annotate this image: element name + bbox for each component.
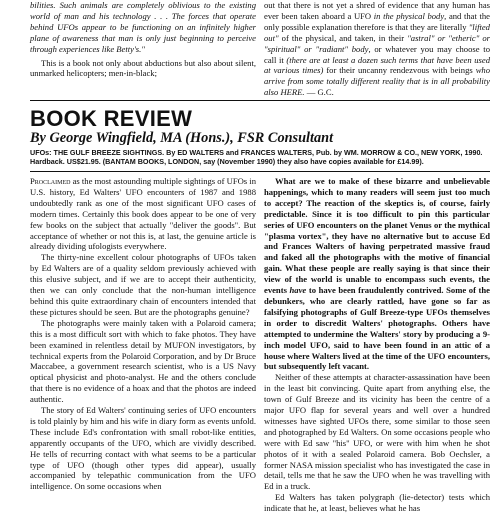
previous-article-quote-ending [30, 0, 256, 55]
review-right-column [264, 176, 490, 514]
signature: — G.C. [306, 87, 334, 98]
previous-article-paragraph: This is a book not only about abductions but also about silent, unmarked helicopters; men-in-black; [30, 57, 256, 79]
review-paragraph-5: What are we to make of these bizarre and unbelievable happenings, which to many readers will seem just too much to accept? The reaction of the skeptics is, of course, fairly predictable. Since it is too difficult to pin this particular series of UFO encounters on the planet Venus or the mythical "plasma vortex", they have no alternative but to accuse Ed and Frances Walters of having perpetrated massive fraud and faked all the photographs with the motive of financial gain. What these people are really saying is that since their view of the world is unable to encompass such events, the events have to have been fraudulently contrived. Some of the debunkers, who are clearly rattled, have gone so far as falsifying photographs of Gulf Breeze-type UFOs themselves in order to discredit Walters' photographs. Others have attempted to undermine the Walters' story by producing a 9-inch model UFO, said to have been found in an attic of a house where Walters lived at the time of the UFO encounters, but subsequently left vacant. [264, 176, 490, 372]
section-divider-bottom [30, 171, 490, 172]
review-paragraph-1: Proclaimed as the most astounding multiple sightings of UFOs in U.S. history, Ed Walters' UFO encounters of 1987 and 1988 undoubtedly rank as one of the most significant UFO cases of modern times. Certainly this book does appear to be one of very few books on the subject that actually "deliver the goods". But acceptance of whether or not this is, at last, the genuine article is already dividing ufologists everywhere. [30, 176, 256, 252]
opening-word: Proclaimed [30, 176, 71, 186]
previous-article-closing-paragraph: out that there is not yet a shred of evidence that any human has ever been taken aboard a UFO in the physical body, and that the only possible explanation therefore is that they are literally "lifted out" of the physical, and taken, in their "astral" or "etheric" or "spiritual" or "radiant" body, or whatever you may choose to call it (there are at least a dozen such terms that have been used at various times) for their uncanny rendezvous with beings who arrive from some totally different reality that is in all probability also HERE. — G.C. [264, 0, 491, 98]
review-paragraph-2: The thirty-nine excellent colour photographs of UFOs taken by Ed Walters are of a quality seldom previously achieved with this elusive subject, and if we are to accept their authenticity, then we can only conclude that the non-human intelligence behind this quite extraordinary chain of encounters intended that these pictures should be seen. But are the photographs genuine? [30, 252, 256, 317]
quote-italic: bilities. Such animals are completely oblivious to the existing world of man and his technology . . . The forces that operate behind UFOs appear to be functioning on an infinitely higher plane of awareness that man is only just beginning to perceive through experiences like Betty's." [30, 0, 256, 54]
review-paragraph-4: The story of Ed Walters' continuing series of UFO encounters is told plainly by him and his wife in diary form as events unfold. These include Ed's confrontation with small robot-like entities, apparently occupants of the UFO, which are vividly described. He tells of recurring contact with what seems to be a particular type of UFO (though other types did appear), usually accompanied by telepathic communication from the UFO intelligence. On some occasions when [30, 405, 256, 492]
previous-article-left-column [30, 0, 256, 79]
author-byline: By George Wingfield, MA (Hons.), FSR Consultant [30, 130, 334, 146]
section-heading: BOOK REVIEW [30, 106, 193, 131]
previous-article-right-column [264, 0, 490, 98]
review-left-column [30, 176, 256, 492]
book-bibliography: UFOs: THE GULF BREEZE SIGHTINGS. By ED WALTERS and FRANCES WALTERS, Pub. by WM. MORROW & CO., NEW YORK, 1990. Hardback. US$21.95. (BANTAM BOOKS, LONDON, say (November 1990) they also have copies available for £14.99). [30, 148, 483, 166]
section-divider-top [30, 100, 490, 101]
review-paragraph-7: Ed Walters has taken polygraph (lie-detector) tests which indicate that he, at least, believes what he has [264, 492, 490, 514]
review-paragraph-3: The photographs were mainly taken with a Polaroid camera; this is a most difficult sort with which to fake photos. They have been examined in relentless detail by MUFON investigators, by technical experts from the Polaroid Corporation, and by Dr Bruce Maccabee, a government research scientist, who is a US Navy optical physicist and photo-analyst. He and the others conclude that there is no evidence of a hoax and that the photos are indeed authentic. [30, 317, 256, 405]
review-paragraph-6: Neither of these attempts at character-assassination have been in the least bit convincing. Quite apart from anything else, the town of Gulf Breeze and its vicinity has been the centre of a major UFO flap for several years and well over a hundred witnesses have sighted UFOs there, some similar to those seen and photographed by Ed Walters. On some occasions people who were with Ed saw "his" UFO, or were with him when he shot photos of it with a sealed Polaroid camera. Bob Oechsler, a former NASA mission specialist who has investigated the case in detail, tells me that he saw the UFO when he was travelling with Ed in a truck. [264, 372, 490, 492]
